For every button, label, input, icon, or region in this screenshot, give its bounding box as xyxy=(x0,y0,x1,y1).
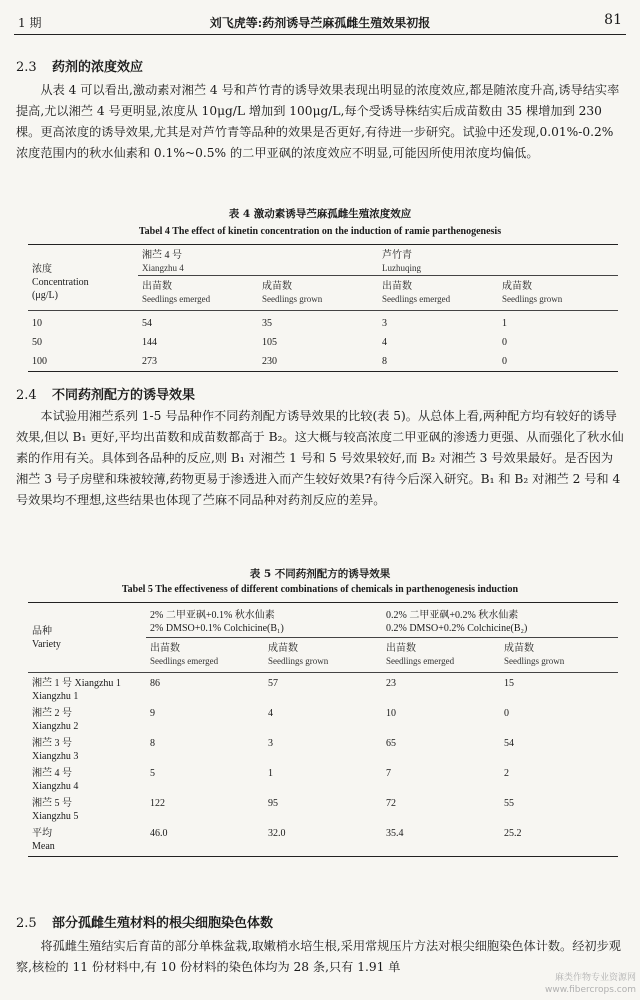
table5-col-grown: 成苗数 Seedlings grown xyxy=(264,638,382,673)
table-4 xyxy=(28,244,618,372)
table-row: 湘苎 3 号 Xiangzhu 3 8 3 65 54 xyxy=(32,738,514,762)
table4-caption-cn: 表 4 激动素诱导苎麻孤雌生殖浓度效应 xyxy=(228,208,412,220)
table5-header-row xyxy=(28,603,618,638)
section-2-5-paragraph: 将孤雌生殖结实后育苗的部分单株盆栽,取嫩梢水培生根,采用常规压片方法对根尖细胞染色体计数。经初步观察,核检的 11 份材料中,有 10 份材料的染色体均为 28 条,只有 1.91 单 xyxy=(16,939,621,974)
table5-caption-cn: 表 5 不同药剂配方的诱导效果 xyxy=(249,568,391,580)
table5-group-b1: 2% 二甲亚砜+0.1% 秋水仙素 2% DMSO+0.1% Colchicine(B₁) xyxy=(146,603,382,638)
section-heading-2-4: 2.4 不同药剂配方的诱导效果 xyxy=(16,388,196,403)
table4-col-grown: 成苗数 Seedlings grown xyxy=(498,276,618,311)
table4-header-row xyxy=(28,245,618,276)
table-row: 湘苎 2 号 Xiangzhu 2 9 4 10 0 xyxy=(32,708,509,732)
table-5 xyxy=(28,602,618,857)
table-row: 10 54 35 3 1 xyxy=(32,318,507,329)
section-heading-2-3: 2.3 药剂的浓度效应 xyxy=(16,60,144,75)
running-title: 刘飞虎等:药剂诱导苎麻孤雌生殖效果初报 xyxy=(209,16,431,30)
table5-col-grown: 成苗数 Seedlings grown xyxy=(500,638,618,673)
table4-row-header: 浓度 Concentration (μg/L) xyxy=(28,245,138,311)
table4-col-emerged: 出苗数 Seedlings emerged xyxy=(378,276,498,311)
table-row: 湘苎 4 号 Xiangzhu 4 5 1 7 2 xyxy=(32,768,509,792)
table5-group-b2: 0.2% 二甲亚砜+0.2% 秋水仙素 0.2% DMSO+0.2% Colchicine(B₂) xyxy=(382,603,618,638)
page-number: 81 xyxy=(604,12,622,28)
table-row: 平均 Mean 46.0 32.0 35.4 25.2 xyxy=(28,823,618,857)
table4-group-luzhuqing: 芦竹青 Luzhuqing xyxy=(378,245,618,276)
table4-col-grown: 成苗数 Seedlings grown xyxy=(258,276,378,311)
table4-col-emerged: 出苗数 Seedlings emerged xyxy=(138,276,258,311)
running-header xyxy=(14,10,626,35)
table-row: 湘苎 1 号 Xiangzhu 1 Xiangzhu 1 86 57 23 15 xyxy=(32,678,514,702)
table4-caption-en: Tabel 4 The effect of kinetin concentration on the induction of ramie parthenogenesis xyxy=(138,226,502,237)
table-row: 100 273 230 8 0 xyxy=(28,349,618,372)
section-2-4-paragraph: 本试验用湘苎系列 1-5 号品种作不同药剂配方诱导效果的比较(表 5)。从总体上看,两种配方均有较好的诱导效果,但以 B₁ 更好,平均出苗数和成苗数都高于 B₂。这大概与较高浓度二甲亚砜的渗透力更强、从而强化了秋水仙素的作用有关。具体到各品种的反应,则 B₁ 对湘苎 1 号和 5 号效果较好,而 B₂ 对湘苎 3 号效果最好。是否因为湘苎 3 号子房壁和珠被较薄,药物更易于渗透进入而产生较好效果?有待今后深入研究。B₁ 和 B₂ 对湘苎 2 号和 4 号效果均不理想,这些结果也体现了苎麻不同品种对药剂反应的差异。 xyxy=(16,409,624,507)
table-row: 湘苎 5 号 Xiangzhu 5 122 95 72 55 xyxy=(32,798,514,822)
table4-group-xiangzhu4: 湘苎 4 号 Xiangzhu 4 xyxy=(138,245,378,276)
section-heading-2-5: 2.5 部分孤雌生殖材料的根尖细胞染色体数 xyxy=(16,916,274,931)
section-2-3-paragraph: 从表 4 可以看出,激动素对湘苎 4 号和芦竹青的诱导效果表现出明显的浓度效应,都是随浓度升高,诱导结实率提高,尤以湘苎 4 号更明显,浓度从 10μg/L 增加到 100μg/L,每个受诱导株结实后成苗数由 35 棵增加到 230 棵。更高浓度的诱导效果,尤其是对芦竹青等品种的效果是否更好,有待进一步研究。试验中还发现,0.01%-0.2% 浓度范围内的秋水仙素和 0.1%~0.5% 的二甲亚砜的浓度效应不明显,可能因所使用浓度均偏低。 xyxy=(16,83,620,160)
table5-col-emerged: 出苗数 Seedlings emerged xyxy=(382,638,500,673)
table5-row-header: 品种 Variety xyxy=(28,603,146,673)
table-row: 50 144 105 4 0 xyxy=(32,337,507,348)
table5-caption-en: Tabel 5 The effectiveness of different combinations of chemicals in parthenogenesis induction xyxy=(121,584,519,595)
table5-col-emerged: 出苗数 Seedlings emerged xyxy=(146,638,264,673)
site-watermark: 麻类作物专业资源网 www.fibercrops.com xyxy=(545,973,636,995)
issue-number: 1 期 xyxy=(18,16,42,30)
